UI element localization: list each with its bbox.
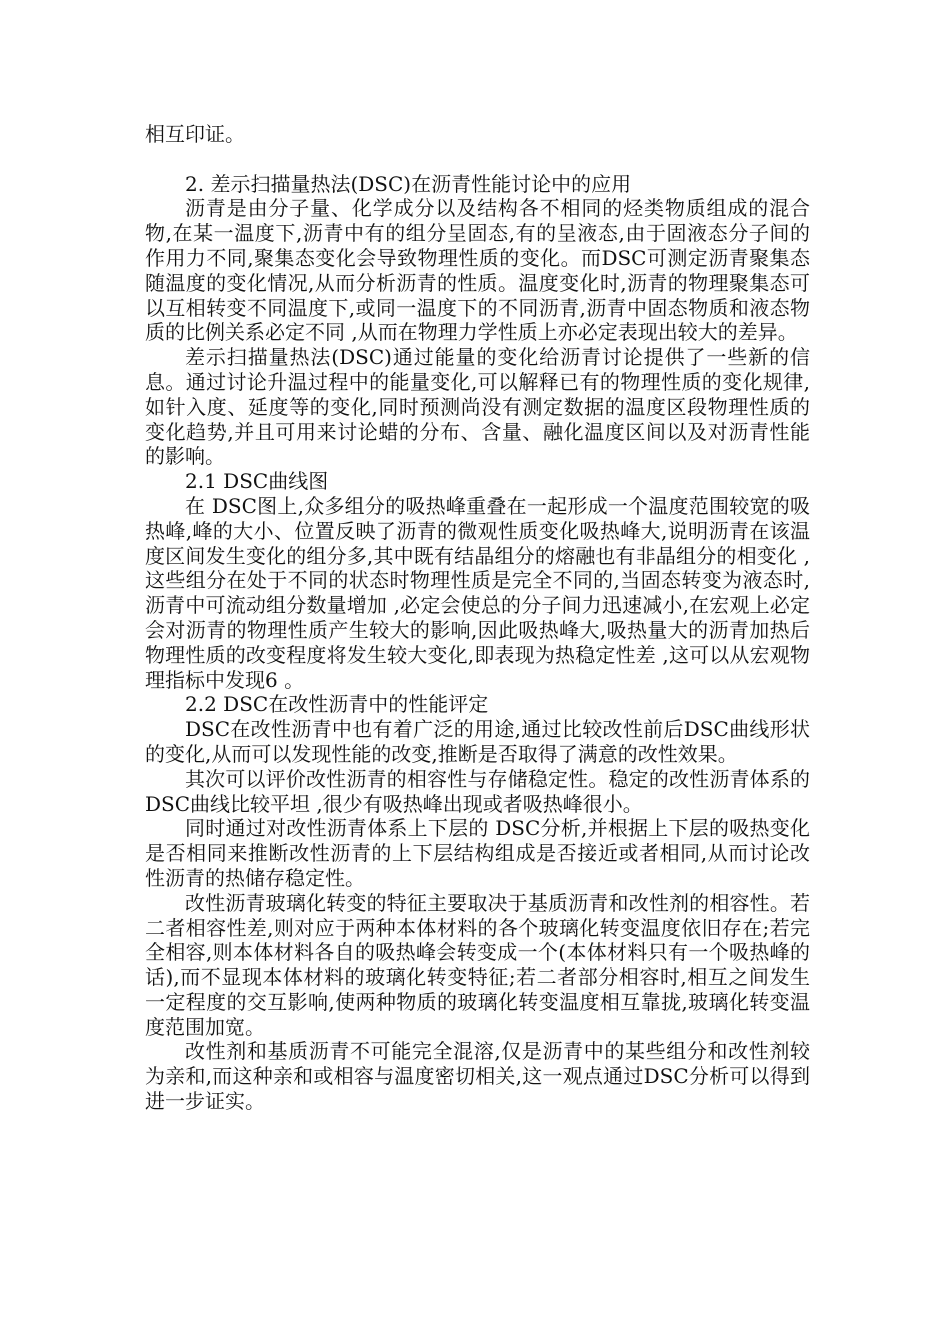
section-2-2-paragraph-5: 改性剂和基质沥青不可能完全混溶,仅是沥青中的某些组分和改性剂较为亲和,而这种亲和或相容与温度密切相关,这一观点通过DSC分析可以得到进一步证实。 — [145, 1039, 810, 1114]
section-2-2-paragraph-4: 改性沥青玻璃化转变的特征主要取决于基质沥青和改性剂的相容性。若二者相容性差,则对应于两种本体材料的各个玻璃化转变温度依旧存在;若完全相容,则本体材料各自的吸热峰会转变成一个(本体材料只有一个吸热峰的话),而不显现本体材料的玻璃化转变特征;若二者部分相容时,相互之间发生一定程度的交互影响,使两种物质的玻璃化转变温度相互靠拢,玻璃化转变温度范围加宽。 — [145, 890, 810, 1039]
section-2-1-title: 2.1 DSC曲线图 — [185, 469, 329, 494]
section-2-paragraph-2: 差示扫描量热法(DSC)通过能量的变化给沥青讨论提供了一些新的信息。通过讨论升温过程中的能量变化,可以解释已有的物理性质的变化规律,如针入度、延度等的变化,同时预测尚没有测定数据的温度区段物理性质的变化趋势,并且可用来讨论蜡的分布、含量、融化温度区间以及对沥青性能的影响。 — [145, 345, 810, 469]
section-2-paragraph-1: 沥青是由分子量、化学成分以及结构各不相同的烃类物质组成的混合物,在某一温度下,沥青中有的组分呈固态,有的呈液态,由于固液态分子间的作用力不同,聚集态变化会导致物理性质的变化。而DSC可测定沥青聚集态随温度的变化情况,从而分析沥青的性质。温度变化时,沥青的物理聚集态可以互相转变不同温度下,或同一温度下的不同沥青,沥青中固态物质和液态物质的比例关系必定不同 ,从而在物理力学性质上亦必定表现出较大的差异。 — [145, 196, 810, 345]
document-body — [145, 122, 810, 1114]
section-2-2-paragraph-1: DSC在改性沥青中也有着广泛的用途,通过比较改性前后DSC曲线形状的变化,从而可以发现性能的改变,推断是否取得了满意的改性效果。 — [145, 717, 810, 766]
section-2-title: 2. 差示扫描量热法(DSC)在沥青性能讨论中的应用 — [185, 171, 632, 196]
lead-text: 相互印证。 — [145, 122, 245, 146]
section-2-1-paragraph-1: 在 DSC图上,众多组分的吸热峰重叠在一起形成一个温度范围较宽的吸热峰,峰的大小、位置反映了沥青的微观性质变化吸热峰大,说明沥青在该温度区间发生变化的组分多,其中既有结晶组分的熔融也有非晶组分的相变化 ,这些组分在处于不同的状态时物理性质是完全不同的,当固态转变为液态时,沥青中可流动组分数量增加 ,必定会使总的分子间力迅速减小,在宏观上必定会对沥青的物理性质产生较大的影响,因此吸热峰大,吸热量大的沥青加热后物理性质的改变程度将发生较大变化,即表现为热稳定性差 ,这可以从宏观物理指标中发现6 。 — [145, 493, 810, 692]
section-2-2-paragraph-3: 同时通过对改性沥青体系上下层的 DSC分析,并根据上下层的吸热变化是否相同来推断改性沥青的上下层结构组成是否接近或者相同,从而讨论改性沥青的热储存稳定性。 — [145, 816, 810, 890]
paragraph-spacer — [145, 147, 810, 172]
section-2-2-paragraph-2: 其次可以评价改性沥青的相容性与存储稳定性。稳定的改性沥青体系的 DSC曲线比较平坦 ,很少有吸热峰出现或者吸热峰很小。 — [145, 766, 810, 816]
section-2-2-title: 2.2 DSC在改性沥青中的性能评定 — [185, 692, 489, 717]
